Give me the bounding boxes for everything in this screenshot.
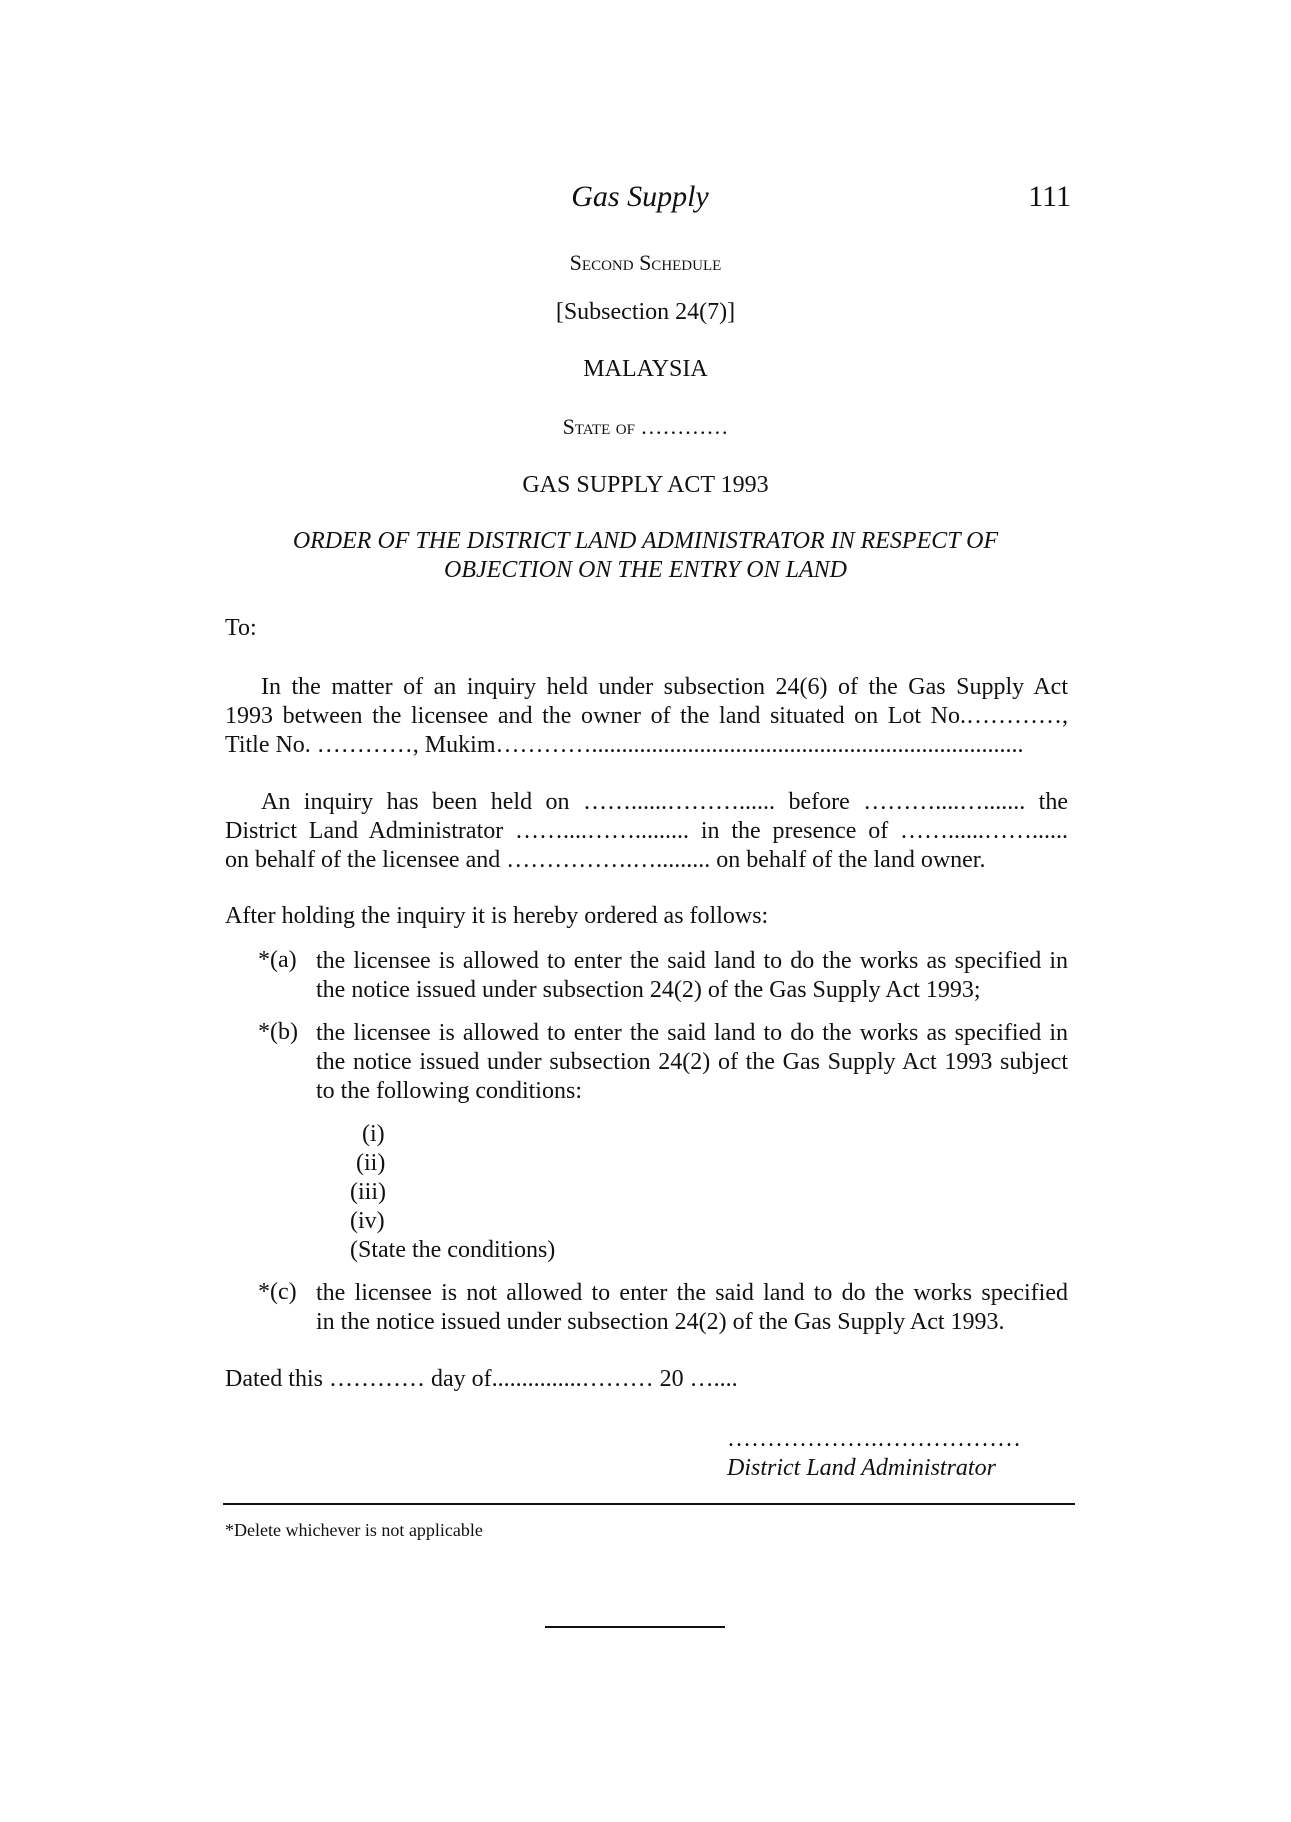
order-intro: After holding the inquiry it is hereby ordered as follows: [225,903,769,929]
inquiry-paragraph-line-3: Title No. …………, Mukim…………........................................................................ [225,732,1024,758]
item-a-line-2: the notice issued under subsection 24(2) of the Gas Supply Act 1993; [316,977,981,1003]
hearing-paragraph [225,788,1068,875]
act-heading: GAS SUPPLY ACT 1993 [522,472,769,498]
signature-dots: ……………….……………… [727,1426,1021,1452]
inquiry-paragraph [225,673,1068,760]
inquiry-paragraph-line-2: 1993 between the licensee and the owner of the land situated on Lot No.…………, [225,703,1068,729]
item-b-line-1: the licensee is allowed to enter the said land to do the works as specified in [316,1020,1068,1046]
condition-iii: (iii) [350,1179,386,1205]
item-c-marker [258,1279,297,1306]
footnote-text: *Delete whichever is not applicable [225,1520,483,1540]
inquiry-paragraph-line-1: In the matter of an inquiry held under subsection 24(6) of the Gas Supply Act [261,674,1068,700]
condition-ii: (ii) [356,1150,386,1176]
item-c-marker-text: *(c) [258,1279,297,1305]
item-c-text [316,1279,1068,1337]
item-a-text [316,947,1068,1005]
schedule-title: Second Schedule [569,250,722,275]
conditions-list [350,1120,555,1265]
item-c-line-2: in the notice issued under subsection 24(2) of the Gas Supply Act 1993. [316,1309,1005,1335]
item-b-text [316,1019,1068,1106]
order-title-line-2: OBJECTION ON THE ENTRY ON LAND [444,557,847,583]
page-number: 111 [1028,180,1071,213]
condition-instruction: (State the conditions) [350,1237,556,1263]
item-b-line-2: the notice issued under subsection 24(2) of the Gas Supply Act 1993 subject [316,1049,1068,1075]
addressee-label: To: [225,615,257,641]
hearing-paragraph-line-1: An inquiry has been held on ……......………...... before ………....…....... the [261,789,1068,815]
item-c-line-1: the licensee is not allowed to enter the said land to do the works specified [316,1280,1068,1306]
dated-line: Dated this ………… day of...............……… 20 ….... [225,1366,738,1392]
state-heading: State of ………… [562,414,729,439]
order-title-line-1: ORDER OF THE DISTRICT LAND ADMINISTRATOR IN RESPECT OF [292,528,999,554]
condition-i: (i) [362,1121,385,1147]
signature-label: District Land Administrator [727,1455,996,1481]
footnote-divider [223,1503,1075,1505]
hearing-paragraph-line-3: on behalf of the licensee and …………….…......... on behalf of the land owner. [225,847,986,873]
item-a-marker-text: *(a) [258,947,297,973]
item-b-line-3: to the following conditions: [316,1078,582,1104]
running-header-title: Gas Supply [571,180,709,213]
schedule-reference: [Subsection 24(7)] [555,299,736,325]
hearing-paragraph-line-2: District Land Administrator ……....……......... in the presence of ……......……...... [225,818,1068,844]
end-rule [545,1626,725,1628]
item-a-marker [258,947,297,974]
item-b-marker [258,1019,298,1046]
item-b-marker-text: *(b) [258,1019,298,1045]
item-a-line-1: the licensee is allowed to enter the said land to do the works as specified in [316,948,1068,974]
country-heading: MALAYSIA [583,356,708,382]
condition-iv: (iv) [350,1208,385,1234]
